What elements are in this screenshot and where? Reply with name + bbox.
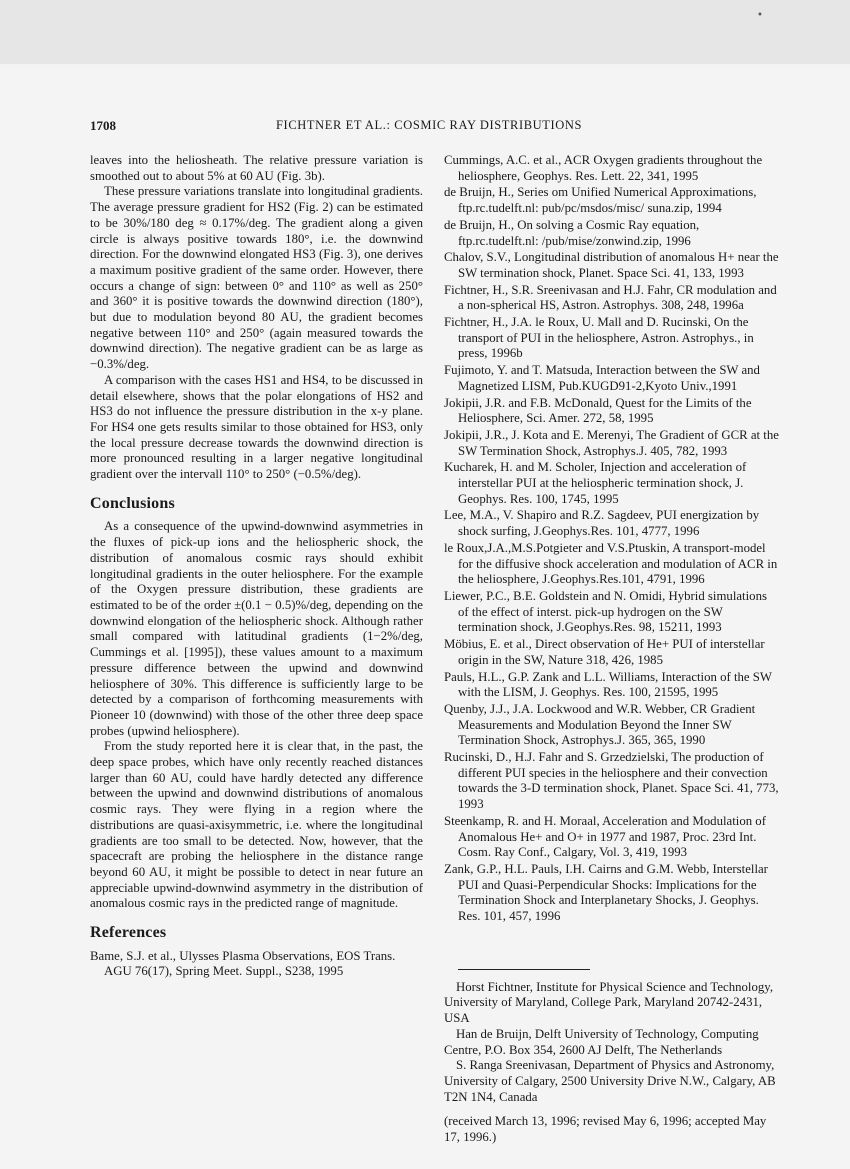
- received-dates: (received March 13, 1996; revised May 6, 1996; accepted May 17, 1996.): [444, 1114, 767, 1145]
- reference-item: Rucinski, D., H.J. Fahr and S. Grzedzielski, The production of different PUI species in the heliosphere and their convection towards the 3-D termination shock, Planet. Space Sci. 41, 773, 1993: [444, 750, 779, 812]
- reference-item: Liewer, P.C., B.E. Goldstein and N. Omidi, Hybrid simulations of the effect of interst. pick-up hydrogen on the SW termination shock, J.Geophys.Res. 98, 15211, 1993: [444, 588, 767, 635]
- body-paragraph: leaves into the heliosheath. The relative pressure variation is smoothed out to about 5% at 60 AU (Fig. 3b).: [90, 153, 423, 183]
- references-list-left: [90, 949, 423, 980]
- running-head: FICHTNER ET AL.: COSMIC RAY DISTRIBUTIONS: [276, 118, 583, 132]
- reference-item: Zank, G.P., H.L. Pauls, I.H. Cairns and G.M. Webb, Interstellar PUI and Quasi-Perpendicular Shocks: Implications for the Termination Shock and Interplanetary Shocks, J. Geophys. Res. 101, 457, 1996: [444, 861, 768, 924]
- reference-item: Möbius, E. et al., Direct observation of He+ PUI of interstellar origin in the SW, Nature 318, 426, 1985: [444, 637, 765, 667]
- conclusions-heading: Conclusions: [90, 494, 175, 512]
- scan-speck: •: [757, 10, 763, 21]
- reference-item: de Bruijn, H., On solving a Cosmic Ray equation, ftp.rc.tudelft.nl: /pub/mise/zonwind.zip, 1996: [444, 217, 700, 248]
- reference-item: de Bruijn, H., Series om Unified Numerical Approximations, ftp.rc.tudelft.nl: pub/pc/msdos/misc/ suna.zip, 1994: [444, 185, 757, 216]
- body-paragraph: These pressure variations translate into longitudinal gradients. The average pressure gradient for HS2 (Fig. 2) can be estimated to be 30%/180 deg ≈ 0.17%/deg. The gradient along a given circle is always positive towards 180°, i.e. the downwind direction. For the downwind elongated HS3 (Fig. 3), one derives a maximum positive gradient of the same order. However, there occurs a change of sign: between 0° and 110° as well as 250° and 360° it is positive towards the downwind direction (180°), but due to modulation beyond 80 AU, the gradient becomes negative between 110° and 250° (again measured towards the downwind direction). The negative gradient can be as large as −0.3%/deg.: [90, 184, 423, 372]
- scan-top-band: [0, 0, 850, 64]
- conclusions-paragraph: From the study reported here it is clear that, in the past, the deep space probes, which have only recently reached distances larger than 60 AU, could have hardly detected any difference between the upwind and downwind distributions of anomalous cosmic rays. They were flying in a region where the distributions are quasi-axisymmetric, i.e. where the longitudinal gradients are too small to be detected. Now, however, that the spacecraft are probing the heliosphere in the distance range beyond 60 AU, it might be possible to detect in near future an appreciable upwind-downwind asymmetry in the distribution of anomalous cosmic rays in the predicted range of magnitude.: [90, 739, 423, 911]
- reference-item: Chalov, S.V., Longitudinal distribution of anomalous H+ near the SW termination shock, Planet. Space Sci. 41, 133, 1993: [444, 250, 779, 280]
- reference-item: le Roux,J.A.,M.S.Potgieter and V.S.Ptuskin, A transport-model for the diffusive shock acceleration and modulation of ACR in the heliosphere, J.Geophys.Res.101, 4791, 1996: [444, 540, 778, 587]
- conclusions-paragraph: As a consequence of the upwind-downwind asymmetries in the fluxes of pick-up ions and the heliospheric shock, the distribution of anomalous cosmic rays should exhibit longitudinal gradients in the outer heliosphere. For the example of the Oxygen pressure distribution, these gradients are estimated to be of the order ±(0.1 − 0.5)%/deg, depending on the downwind elongation of the heliospheric shock. Although rather small compared with latitudinal gradients (1−2%/deg, Cummings et al. [1995]), these values amount to a maximum pressure difference between the upwind and downwind heliosphere of 30%. This difference is sufficiently large to be detected by a comparison of forthcoming measurements with Pioneer 10 (downwind) with those of the other three deep space probes (upwind heliosphere).: [90, 519, 423, 738]
- reference-item: Fichtner, H., J.A. le Roux, U. Mall and D. Rucinski, On the transport of PUI in the heliosphere, Astron. Astrophys., in press, 1996b: [444, 315, 754, 361]
- reference-item: Steenkamp, R. and H. Moraal, Acceleration and Modulation of Anomalous He+ and O+ in 1977 and 1987, Proc. 23rd Int. Cosm. Ray Conf., Calgary, Vol. 3, 419, 1993: [444, 813, 766, 860]
- reference-item: Lee, M.A., V. Shapiro and R.Z. Sagdeev, PUI energization by shock surfing, J.Geophys.Res. 101, 4777, 1996: [444, 508, 760, 539]
- affiliation: S. Ranga Sreenivasan, Department of Physics and Astronomy, University of Calgary, 2500 University Drive N.W., Calgary, AB T2N 1N4, Canada: [444, 1058, 776, 1104]
- page-number: 1708: [90, 118, 116, 133]
- reference-item: Bame, S.J. et al., Ulysses Plasma Observations, EOS Trans. AGU 76(17), Spring Meet. Suppl., S238, 1995: [90, 948, 396, 979]
- references-list-right: [444, 153, 780, 925]
- footnote-rule: [458, 969, 590, 970]
- body-paragraph: A comparison with the cases HS1 and HS4, to be discussed in detail elsewhere, shows that the polar elongations of HS2 and HS3 do not influence the pressure distribution in the x-y plane. For HS4 one gets results similar to those obtained for HS3, only the local pressure decrease towards the downwind direction is more pronounced resulting in a larger negative longitudinal gradient over the intervall 110° to 250° (−0.5%/deg).: [90, 372, 423, 482]
- reference-item: Fichtner, H., S.R. Sreenivasan and H.J. Fahr, CR modulation and a non-spherical HS, Astron. Astrophys. 308, 248, 1996a: [444, 282, 777, 313]
- reference-item: Quenby, J.J., J.A. Lockwood and W.R. Webber, CR Gradient Measurements and Modulation Beyond the Inner SW Termination Shock, Astrophys.J. 365, 365, 1990: [444, 701, 756, 748]
- reference-item: Pauls, H.L., G.P. Zank and L.L. Williams, Interaction of the SW with the LISM, J. Geophys. Res. 100, 21595, 1995: [444, 669, 772, 700]
- references-heading: References: [90, 924, 167, 942]
- reference-item: Jokipii, J.R., J. Kota and E. Merenyi, The Gradient of GCR at the SW Termination Shock, Astrophys.J. 405, 782, 1993: [444, 427, 779, 458]
- left-column: [90, 153, 423, 980]
- author-affiliations: [444, 980, 780, 1106]
- affiliation: Han de Bruijn, Delft University of Technology, Computing Centre, P.O. Box 354, 2600 AJ Delft, The Netherlands: [444, 1026, 759, 1057]
- reference-item: Kucharek, H. and M. Scholer, Injection and acceleration of interstellar PUI at the heliospheric termination shock, J. Geophys. Res. 100, 1745, 1995: [444, 460, 747, 506]
- reference-item: Cummings, A.C. et al., ACR Oxygen gradients throughout the heliosphere, Geophys. Res. Lett. 22, 341, 1995: [444, 153, 763, 183]
- reference-item: Fujimoto, Y. and T. Matsuda, Interaction between the SW and Magnetized LISM, Pub.KUGD91-2,Kyoto Univ.,1991: [444, 363, 760, 393]
- right-column: [444, 153, 780, 1146]
- affiliation: Horst Fichtner, Institute for Physical Science and Technology, University of Maryland, College Park, Maryland 20742-2431, USA: [444, 979, 774, 1026]
- reference-item: Jokipii, J.R. and F.B. McDonald, Quest for the Limits of the Heliosphere, Sci. Amer. 272, 58, 1995: [444, 395, 752, 426]
